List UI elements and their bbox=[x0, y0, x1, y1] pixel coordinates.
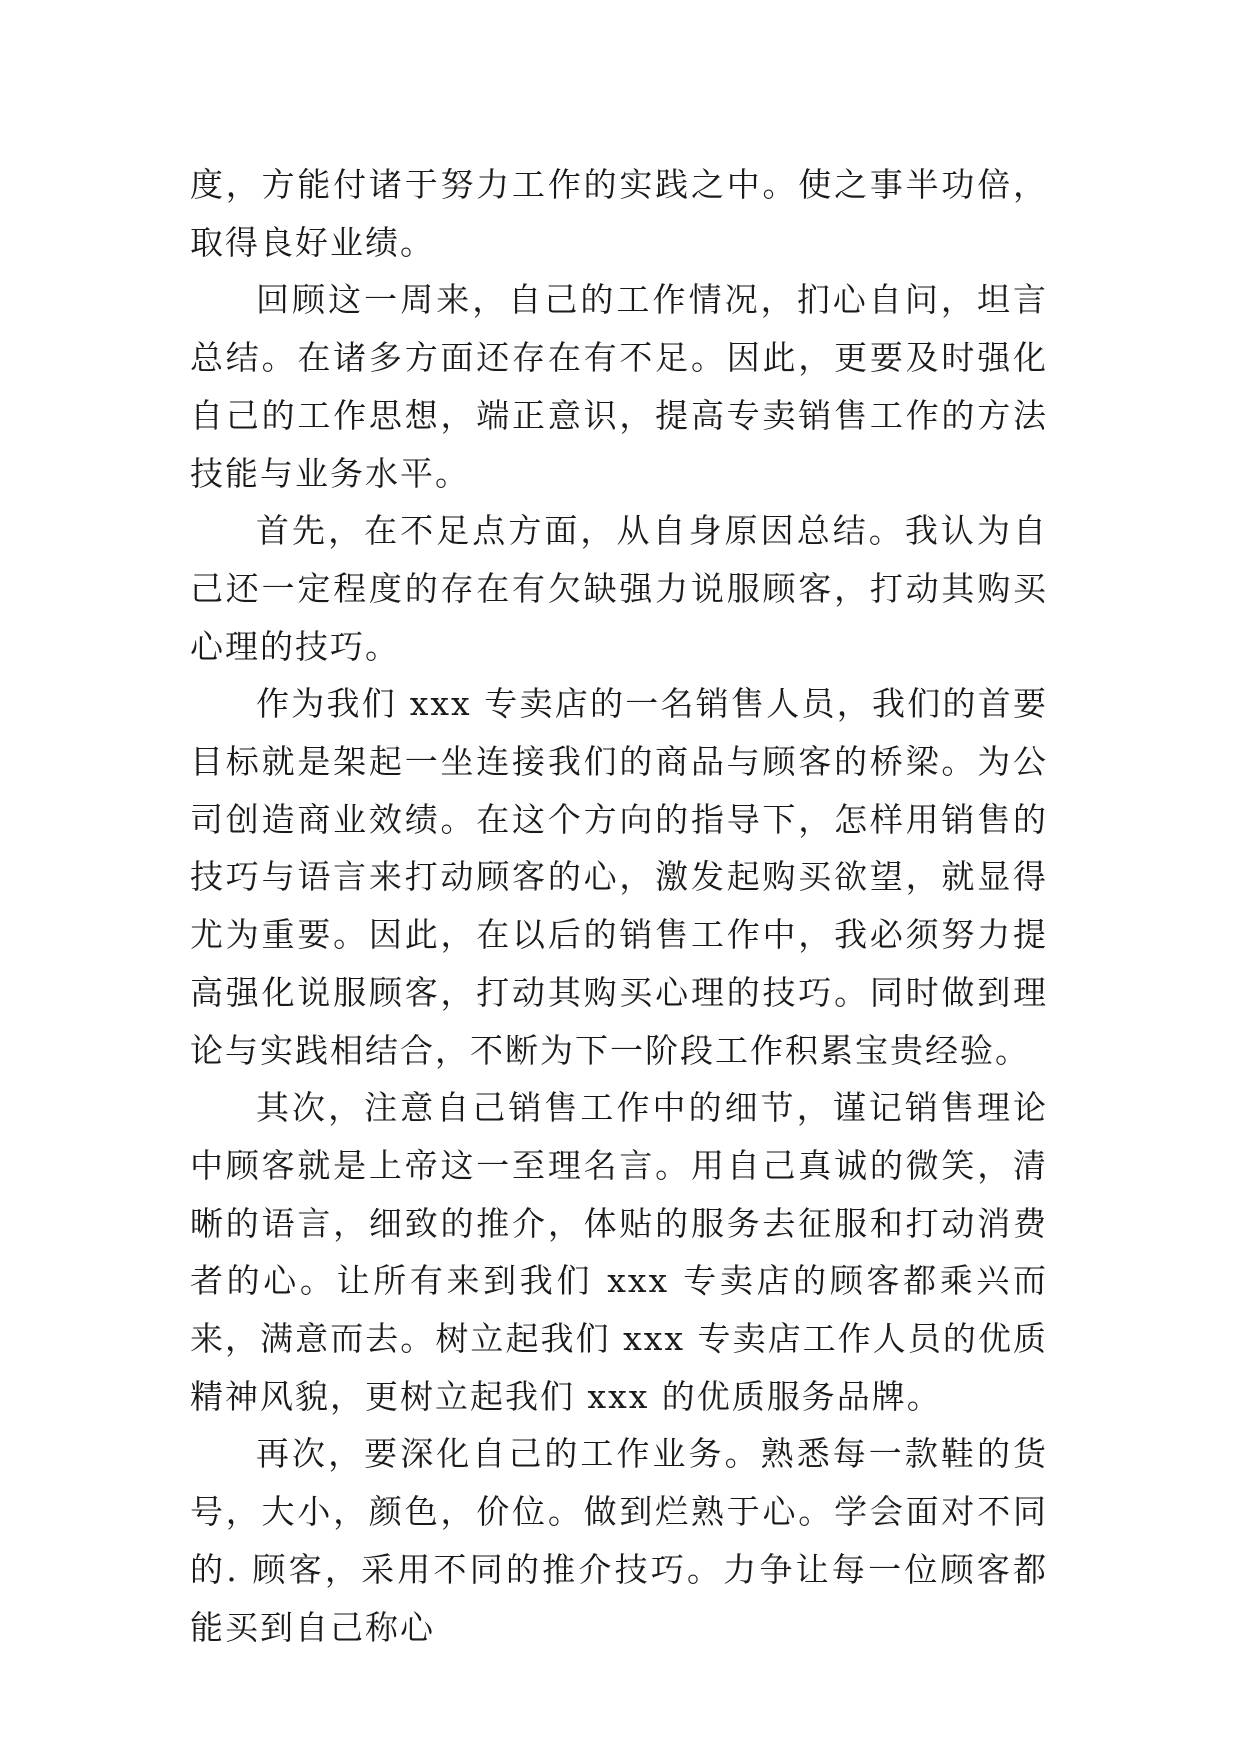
paragraph-5: 其次，注意自己销售工作中的细节，谨记销售理论中顾客就是上帝这一至理名言。用自己真诚的微笑，清晰的语言，细致的推介，体贴的服务去征服和打动消费者的心。让所有来到我们 xxx 专卖店的顾客都乘兴而来，满意而去。树立起我们 xxx 专卖店工作人员的优质精神风貌，更树立起我们 xxx 的优质服务品牌。 bbox=[190, 1088, 1048, 1416]
paragraph-6: 再次，要深化自己的工作业务。熟悉每一款鞋的货号，大小，颜色，价位。做到烂熟于心。学会面对不同的. 顾客，采用不同的推介技巧。力争让每一位顾客都能买到自己称心 bbox=[190, 1434, 1048, 1647]
paragraph-3: 首先，在不足点方面，从自身原因总结。我认为自己还一定程度的存在有欠缺强力说服顾客，打动其购买心理的技巧。 bbox=[190, 511, 1048, 666]
paragraph-4: 作为我们 xxx 专卖店的一名销售人员，我们的首要目标就是架起一坐连接我们的商品与顾客的桥梁。为公司创造商业效绩。在这个方向的指导下，怎样用销售的技巧与语言来打动顾客的心，激发起购买欲望，就显得尤为重要。因此，在以后的销售工作中，我必须努力提高强化说服顾客，打动其购买心理的技巧。同时做到理论与实践相结合，不断为下一阶段工作积累宝贵经验。 bbox=[190, 684, 1048, 1070]
document-body bbox=[190, 156, 1048, 1656]
paragraph-1: 度，方能付诸于努力工作的实践之中。使之事半功倍，取得良好业绩。 bbox=[190, 165, 1048, 262]
paragraph-2: 回顾这一周来，自己的工作情况，扪心自问，坦言总结。在诸多方面还存在有不足。因此，更要及时强化自己的工作思想，端正意识，提高专卖销售工作的方法技能与业务水平。 bbox=[190, 280, 1048, 493]
